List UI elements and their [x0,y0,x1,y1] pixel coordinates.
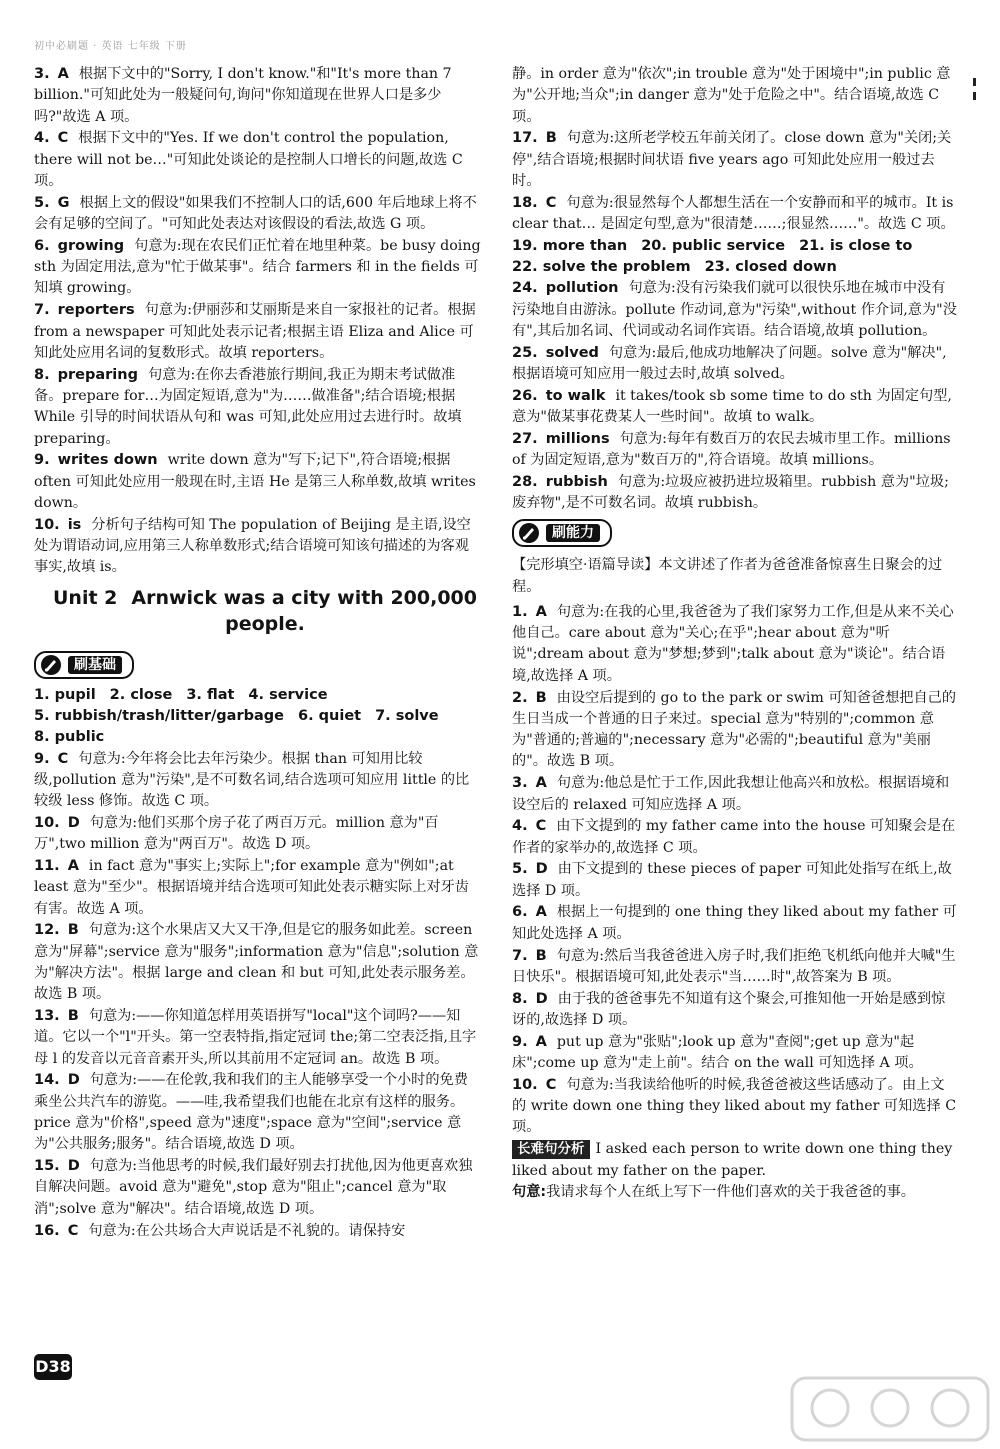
question-number: 5. [512,861,528,878]
question-number: 6. [34,237,50,254]
explanation-entry [34,236,482,300]
question-number: 8. [34,366,50,383]
explanation-entry [512,816,958,859]
answer-key: A [57,66,69,82]
explanation-entry [34,920,482,1005]
answer-line [34,685,482,706]
explanation-entry [512,343,958,386]
explanation-entry [34,813,482,856]
explanation-entry [34,1156,482,1220]
question-number: 10. [34,516,60,533]
question-number: 4. [512,818,528,835]
unit-heading [48,585,482,637]
question-number: 7. [512,947,528,964]
answer-key: B [545,130,557,147]
answer-key: G [57,194,70,211]
question-number: 13. [34,1008,60,1025]
explanation-entry [512,859,958,902]
explanation-entry [512,128,958,192]
short-answer: 2. close [109,686,173,703]
question-number: 17. [512,130,538,147]
answer-line [512,257,958,278]
answer-key: D [535,990,548,1007]
question-number: 24. [512,280,538,297]
explanation-entry [34,450,482,514]
explanation-text: 句意为:然后当我爸爸进入房子时,我们拒绝飞机纸向他并大喊"生日快乐"。根据语境可知,此处表示"当……时",故答案为 B 项。 [512,947,956,985]
answer-line [34,727,482,748]
explanation-text: 由设空后提到的 go to the park or swim 可知爸爸想把自己的生日当成一个普通的日子来过。special 意为"特别的";common 意为"普通的;普遍的";necessary 意为"必需的";beautiful 意为"美丽的"。故选 B 项。 [512,689,957,770]
explanation-entry [512,386,958,429]
explanation-text: 句意为:每年有数百万的农民去城市里工作。millions of 为固定短语,意为"数百万的",符合语境。故填 millions。 [512,431,951,469]
explanation-text: 分析句子结构可知 The population of Beijing 是主语,设空处为谓语动词,应用第三人称单数形式;结合语境可知该句描述的为客观事实,故填 is。 [34,516,471,576]
analysis-tag: 长难句分析 [512,1140,590,1159]
answer-key: pollution [545,280,619,297]
meaning-label: 句意: [512,1184,547,1201]
answer-line [512,236,958,257]
page-number: D38 [34,1354,72,1380]
explanation-text: 句意为:很显然每个人都想生活在一个安静而和平的城市。It is clear that… 是固定句型,意为"很清楚……;很显然……"。故选 C 项。 [512,194,955,233]
answer-key: is [67,516,82,533]
answer-key: A [535,775,547,792]
question-number: 3. [34,66,50,82]
explanation-text: 句意为:伊丽莎和艾丽斯是来自一家报社的记者。根据 from a newspaper 可知此处表示记者;根据主语 Eliza and Alice 可知此处应用名词的复数形式。故填 reporters。 [34,302,476,361]
explanation-text: 句意为:没有污染我们就可以很快乐地在城市中没有污染地自由游泳。pollute 作动词,意为"污染",without 作介词,意为"没有",其后加名词、代词或动名词作宾语。结合语境,故填 pollution。 [512,280,957,340]
explanation-text: 句意为:当我读给他听的时候,我爸爸被这些话感动了。由上文的 write down one thing they liked about my father 可知选择 C 项。 [512,1076,957,1136]
short-answer: 4. service [248,686,328,703]
unit-label: Unit 2 [53,586,118,609]
explanation-entry [34,300,482,364]
explanation-text: 句意为:最后,他成功地解决了问题。solve 意为"解决",根据语境可知应用一般过去时,故填 solved。 [512,344,947,383]
answer-key: A [535,904,547,921]
answer-key: solved [545,344,599,361]
question-number: 14. [34,1072,60,1089]
question-number: 9. [512,1033,528,1050]
explanation-text: put up 意为"张贴";look up 意为"查阅";get up 意为"起床";come up 意为"走上前"。结合 on the wall 可知选择 A 项。 [512,1033,923,1072]
analysis-sentence: I asked each person to write down one thing they liked about my father on the paper. [512,1141,953,1179]
short-answer: 8. public [34,729,105,746]
short-answer: 22. solve the problem [512,259,691,276]
answer-key: reporters [57,302,135,319]
explanation-entry [34,365,482,450]
watermark-logo [790,1376,990,1442]
question-number: 28. [512,474,538,491]
section-badge-ability [512,519,612,547]
explanation-entry [34,1070,482,1155]
explanation-text: 句意为:垃圾应被扔进垃圾箱里。rubbish 意为"垃圾;废弃物",是不可数名词。故填 rubbish。 [512,474,949,512]
explanation-text: 根据上文的假设"如果我们不控制人口的话,600 年后地球上将不会有足够的空间了。"可知此处表达对该假设的看法,故选 G 项。 [34,194,477,233]
answer-key: A [535,603,547,620]
question-number: 2. [512,689,528,706]
explanation-entry [34,856,482,920]
answer-key: C [545,194,557,211]
explanation-entry [512,946,958,989]
answer-key: B [67,922,79,939]
unit-title-text: Arnwick was a city with 200,000 people. [131,586,477,635]
short-answer: 23. closed down [704,259,837,276]
question-number: 15. [34,1158,60,1175]
explanation-text: 由下文提到的 my father came into the house 可知聚会是在作者的家举办的,故选择 C 项。 [512,818,956,856]
short-answer: 19. more than [512,237,628,254]
explanation-entry [34,515,482,579]
answer-key: D [67,1158,80,1175]
short-answer: 7. solve [375,707,439,724]
short-answer: 3. flat [186,686,235,703]
answer-key: D [535,861,548,878]
explanation-entry [512,1032,958,1075]
explanation-text: 句意为:他们买那个房子花了两百万元。million 意为"百万",two million 意为"两百万"。故选 D 项。 [34,814,439,853]
explanation-entry [512,429,958,472]
explanation-text: 句意为:今年将会比去年污染少。根据 than 可知用比较级,pollution 意为"污染",是不可数名词,结合选项可知应用 little 的比较级 less 修饰。故选 C 项。 [34,750,470,810]
explanation-entry [34,128,482,192]
answer-key: growing [57,237,125,254]
left-column [34,64,482,1404]
explanation-text: 句意为:——你知道怎样用英语拼写"local"这个词吗?——知道。它以一个"l"开头。第一空表特指,指定冠词 the;第二空表泛指,且字母 l 的发音以元音音素开头,所以其前用不定冠词 an。故选 B 项。 [34,1008,477,1067]
short-answer: 5. rubbish/trash/litter/garbage [34,707,284,724]
answer-line [34,706,482,727]
answer-key: writes down [57,452,158,469]
section-badge-label: 刷能力 [546,524,600,542]
passage-intro: 【完形填空·语篇导读】本文讲述了作者为爸爸准备惊喜生日聚会的过程。 [512,557,943,595]
answer-key: millions [545,431,610,448]
answer-key: C [67,1222,79,1239]
short-answer: 21. is close to [799,237,913,254]
answer-key: C [57,130,69,147]
answer-key: B [535,947,547,964]
answer-key: A [535,1033,547,1050]
answer-key: A [67,858,79,874]
explanation-entry [512,278,958,342]
question-number: 9. [34,750,50,767]
explanation-entry [512,602,958,687]
brush-icon [40,654,62,676]
answer-key: B [535,689,547,706]
explanation-entry [34,749,482,813]
question-number: 9. [34,452,50,469]
explanation-entry [34,1006,482,1070]
explanation-text: 句意为:当他思考的时候,我们最好别去打扰他,因为他更喜欢独自解决问题。avoid 意为"避免",stop 意为"阻止";cancel 意为"取消";solve 意为"解决"。结合语境,故选 D 项。 [34,1158,473,1217]
question-number: 10. [34,814,60,831]
analysis-meaning [512,1182,958,1203]
explanation-text: 由下文提到的 these pieces of paper 可知此处指写在纸上,故选择 D 项。 [512,861,952,899]
answer-key: preparing [57,366,138,383]
answer-key: D [67,1072,80,1089]
explanation-text: 根据上一句提到的 one thing they liked about my father 可知此处选择 A 项。 [512,904,957,942]
continued-explanation: 静。in order 意为"依次";in trouble 意为"处于困境中";in public 意为"公开地;当众";in danger 意为"处于危险之中"。结合语境,故选 C 项。 [512,66,951,125]
question-number: 18. [512,194,538,211]
explanation-text: 由于我的爸爸事先不知道有这个聚会,可推知他一开始是感到惊讶的,故选择 D 项。 [512,990,946,1028]
answer-key: C [545,1076,557,1093]
explanation-entry [512,472,958,515]
short-answer: 20. public service [641,237,786,254]
explanation-text: it takes/took sb some time to do sth 为固定句型,意为"做某事花费某人一些时间"。故填 to walk。 [512,387,952,426]
question-number: 6. [512,904,528,921]
explanation-entry [512,989,958,1032]
answer-key: B [67,1008,79,1025]
explanation-text: 根据下文中的"Yes. If we don't control the population, there will not be…"可知此处谈论的是控制人口增长的问题,故选 C 项。 [34,130,463,189]
question-number: 8. [512,990,528,1007]
explanation-text: 句意为:这所老学校五年前关闭了。close down 意为"关闭;关停",结合语境;根据时间状语 five years ago 可知此处应用一般过去时。 [512,130,952,189]
margin-mark [970,76,980,106]
short-answer: 1. pupil [34,686,96,703]
explanation-text: 句意为:这个水果店又大又干净,但是它的服务如此差。screen 意为"屏幕";service 意为"服务";information 意为"信息";solution 意为"解决方法"。根据 large and clean 和 but 可知,此处表示服务差。故选 B 项。 [34,922,479,1003]
explanation-text: 句意为:他总是忙于工作,因此我想让他高兴和放松。根据语境和设空后的 relaxed 可知应选择 A 项。 [512,775,950,813]
section-badge-label: 刷基础 [68,656,122,674]
meaning-text: 我请求每个人在纸上写下一件他们喜欢的关于我爸爸的事。 [546,1184,915,1201]
question-number: 12. [34,922,60,939]
question-number: 1. [512,603,528,620]
answer-key: D [67,814,80,831]
question-number: 26. [512,387,538,404]
question-number: 4. [34,130,50,147]
right-column [512,64,958,1394]
explanation-text: 句意为:——在伦敦,我和我们的主人能够享受一个小时的免费乘坐公共汽车的游览。——哇,我希望我们也能在北京有这样的服务。price 意为"价格",speed 意为"速度";space 意为"空间";service 意为"公共服务;服务"。结合语境,故选 D 项。 [34,1072,468,1153]
explanation-text: 句意为:在我的心里,我爸爸为了我们家努力工作,但是从来不关心他自己。care about 意为"关心;在乎";hear about 意为"听说";dream about 意为"梦想;梦到";talk about 意为"谈论"。结合语境,故选择 A 项。 [512,603,954,684]
explanation-text: in fact 意为"事实上;实际上";for example 意为"例如";at least 意为"至少"。根据语境并结合选项可知此处表示糖实际上对牙齿有害。故选 A 项。 [34,858,469,917]
explanation-entry [512,773,958,816]
brush-icon [518,522,540,544]
explanation-entry [34,64,482,128]
question-number: 27. [512,431,538,448]
explanation-entry [34,193,482,236]
explanation-text: 根据下文中的"Sorry, I don't know."和"It's more than 7 billion."可知此处为一般疑问句,询问"你知道现在世界人口是多少吗?"故选 A 项。 [34,66,452,125]
answer-key: rubbish [545,474,608,491]
explanation-entry [512,688,958,773]
question-number: 3. [512,775,528,792]
question-number: 5. [34,194,50,211]
explanation-text: write down 意为"写下;记下",符合语境;根据 often 可知此处应用一般现在时,主语 He 是第三人称单数,故填 writes down。 [34,452,476,511]
explanation-text: 句意为:在公共场合大声说话是不礼貌的。请保持安 [88,1222,406,1239]
answer-key: to walk [545,387,606,404]
question-number: 7. [34,302,50,319]
explanation-entry [34,1221,482,1242]
question-number: 25. [512,344,538,361]
explanation-entry [512,1075,958,1139]
short-answer: 6. quiet [298,707,362,724]
section-badge-basic [34,651,134,679]
question-number: 11. [34,858,60,874]
question-number: 10. [512,1076,538,1093]
long-sentence-analysis [512,1139,958,1182]
question-number: 16. [34,1222,60,1239]
explanation-entry [512,902,958,945]
explanation-entry [512,193,958,236]
explanation-text: 句意为:在你去香港旅行期间,我正为期末考试做准备。prepare for…为固定短语,意为"为……做准备";结合语境;根据 While 引导的时间状语从句和 was 可知,此处应用过去进行时。故填 preparing。 [34,366,462,447]
answer-key: C [57,750,69,767]
running-header: 初中必刷题 · 英语 七年级 下册 [34,41,187,52]
answer-key: C [535,818,547,835]
explanation-text: 句意为:现在农民们正忙着在地里种菜。be busy doing sth 为固定用法,意为"忙于做某事"。结合 farmers 和 in the fields 可知填 growing。 [34,237,481,297]
